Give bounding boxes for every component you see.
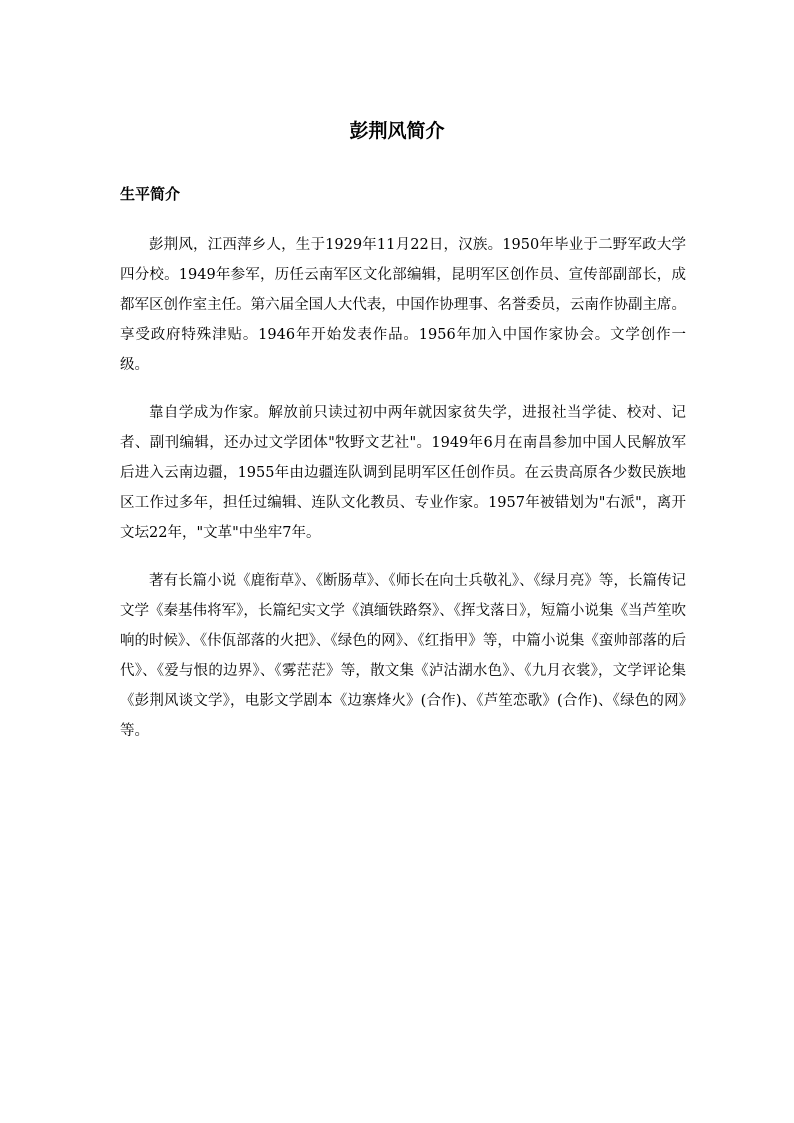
document-title: 彭荆风简介 <box>349 120 445 142</box>
paragraph-career: 靠自学成为作家。解放前只读过初中两年就因家贫失学，进报社当学徒、校对、记者、副刊编辑，还办过文学团体"牧野文艺社"。1949年6月在南昌参加中国人民解放军后进入云南边疆，1955年由边疆连队调到昆明军区任创作员。在云贵高原各少数民族地区工作过多年，担任过编辑、连队文化教员、专业作家。1957年被错划为"右派"，离开文坛22年，"文革"中坐牢7年。 <box>120 405 686 541</box>
paragraph-biography: 彭荆风，江西萍乡人，生于1929年11月22日，汉族。1950年毕业于二野军政大学四分校。1949年参军，历任云南军区文化部编辑，昆明军区创作员、宣传部副部长，成都军区创作室主任。第六届全国人大代表，中国作协理事、名誉委员，云南作协副主席。享受政府特殊津贴。1946年开始发表作品。1956年加入中国作家协会。文学创作一级。 <box>120 237 686 373</box>
paragraph-works: 著有长篇小说《鹿衔草》、《断肠草》、《师长在向士兵敬礼》、《绿月亮》等，长篇传记文学《秦基伟将军》，长篇纪实文学《滇缅铁路祭》、《挥戈落日》，短篇小说集《当芦笙吹响的时候》、《佧佤部落的火把》、《绿色的网》、《红指甲》等，中篇小说集《蛮帅部落的后代》、《爱与恨的边界》、《雾茫茫》等，散文集《泸沽湖水色》、《九月衣裳》，文学评论集《彭荆风谈文学》，电影文学剧本《边寨烽火》(合作)、《芦笙恋歌》(合作)、《绿色的网》等。 <box>120 573 686 739</box>
section-heading: 生平简介 <box>120 185 181 203</box>
document-body <box>120 230 686 764</box>
